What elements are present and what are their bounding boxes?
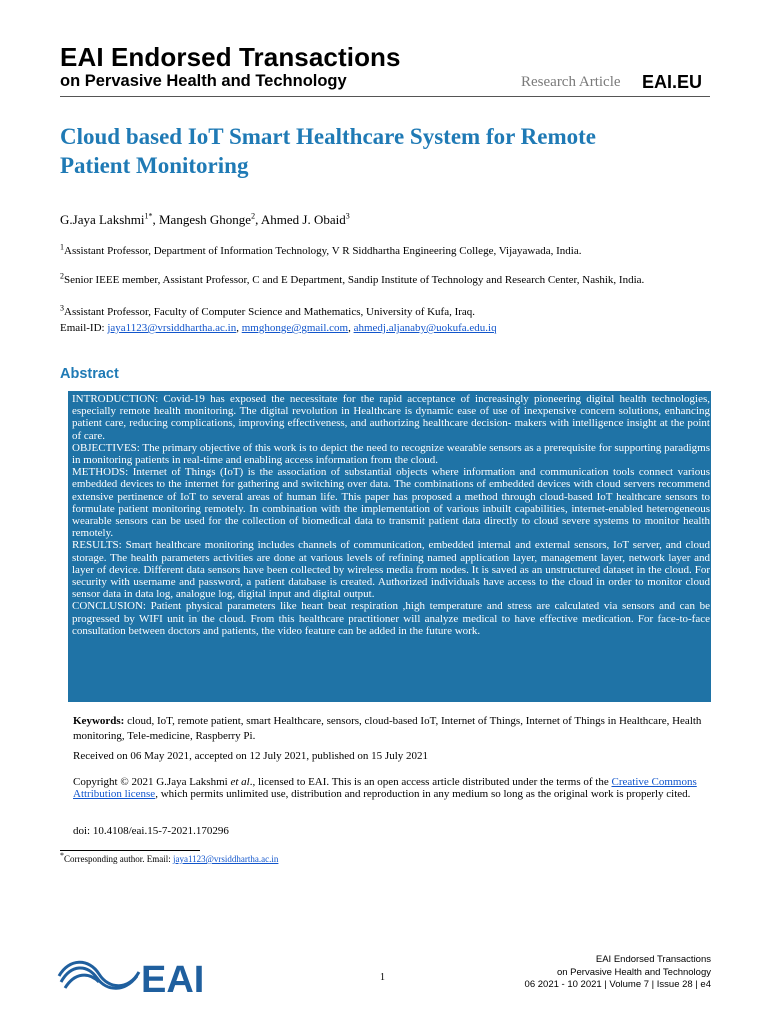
author-separator: ,: [152, 212, 159, 227]
email-separator: ,: [236, 322, 242, 334]
author-name: Mangesh Ghonge: [158, 212, 252, 227]
abstract-methods: METHODS: Internet of Things (IoT) is the association of substantial objects where information and communication tools connect various embedded devices to the internet for gathering and switching over data. The combinations of embedded devices with cloud servers recommend extensive pertinence of IoT to several areas of human life. This paper has proposed a method through cloud-based IoT healthcare sensors to formulate patient monitoring remotely. In combination with the implementation of various inbuilt capabilities, internet-enabled heterogeneous wearable sensors can be used for the collection of biomedical data to transmit patient data directly to cloud severe systems to monitor health remotely.: [72, 466, 710, 540]
author-list: [60, 212, 350, 228]
paper-title: [60, 122, 720, 180]
page-number: 1: [380, 972, 385, 983]
copyright-middle: ., licensed to EAI. This is an open access article distributed under the terms of the: [249, 776, 612, 788]
abstract-results: RESULTS: Smart healthcare monitoring includes channels of communication, embedded internal and external sensors, IoT server, and cloud storage. The health parameters activities are done at various levels of refining named application layer, management layer, network layer and layer of device. Different data sensors have been collected by wireless media from nodes. It is saved as an unstructured dataset in the cloud. For security with username and password, a patient database is created. Authorized individuals have access to the cloud in order to monitor cloud sensor data in data log, analogue log, digital input and digital output.: [72, 539, 710, 601]
paper-title-line-2: Patient Monitoring: [60, 153, 249, 178]
affiliation-1: [60, 244, 710, 259]
footer-line-2: on Pervasive Health and Technology: [556, 966, 711, 978]
copyright-etal: et al: [230, 776, 250, 788]
email-label: Email-ID:: [60, 322, 108, 334]
abstract-objectives: OBJECTIVES: The primary objective of this work is to depict the need to recognize wearable sensors as a prerequisite for supporting paradigms in monitoring patients in real-time and enabling access information from the cloud.: [72, 441, 710, 467]
abstract-heading: Abstract: [60, 366, 119, 382]
author-affiliation-mark: 2: [251, 211, 256, 221]
paper-title-line-1: Cloud based IoT Smart Healthcare System for Remote: [60, 124, 596, 149]
keywords-text: cloud, IoT, remote patient, smart Healthcare, sensors, cloud-based IoT, Internet of Things, Internet of Things in Healthcare, Health monitoring, Tele-medicine, Raspberry Pi.: [73, 715, 702, 742]
abstract-body: [72, 393, 710, 637]
footnote-mark: *: [60, 851, 64, 860]
eai-logo-text: EAI: [141, 959, 205, 998]
publisher-mark[interactable]: EAI.EU: [642, 72, 703, 92]
footnote-divider: [60, 850, 200, 851]
journal-subtitle: on Pervasive Health and Technology: [60, 72, 347, 90]
author-name: G.Jaya Lakshmi: [60, 212, 145, 227]
keywords-label: Keywords:: [73, 715, 125, 727]
license-link[interactable]: Creative Commons Attribution license: [73, 776, 697, 800]
email-link[interactable]: ahmedj.aljanaby@uokufa.edu.iq: [353, 322, 497, 334]
abstract-conclusion: CONCLUSION: Patient physical parameters like heart beat respiration ,high temperature and stress are calculated via sensors and can be progressed by WIFI unit in the cloud. From this healthcare practitioner will analyze medical to have effective medication. For face-to-face consultation between doctors and patients, the video feature can be added in the future work.: [72, 600, 710, 637]
affiliation-mark: 3: [60, 303, 64, 313]
affiliation-mark: 1: [60, 242, 64, 252]
abstract-introduction: INTRODUCTION: Covid-19 has exposed the necessitate for the rapid acceptance of increasingly pioneering digital health technologies, especially remote health monitoring. The digital revolution in Healthcare is dynamic ease of use of inexpensive concern solutions, enhancing patient care, reducing complications, improving effectiveness, and authorizing healthcare decision- makers with intelligence insight at the point of care.: [72, 393, 710, 442]
journal-title: EAI Endorsed Transactions: [60, 42, 401, 72]
author-separator: ,: [255, 212, 261, 227]
doi: doi: 10.4108/eai.15-7-2021.170296: [73, 825, 229, 837]
copyright-notice: [73, 776, 710, 800]
footnote-label: Corresponding author. Email:: [64, 854, 173, 864]
email-line: [60, 321, 710, 336]
email-separator: ,: [348, 322, 354, 334]
corresponding-author-footnote: [60, 851, 279, 864]
header-divider: [60, 96, 710, 97]
affiliation-text: Assistant Professor, Department of Information Technology, V R Siddhartha Engineering College, Vijayawada, India.: [64, 245, 582, 257]
email-link[interactable]: jaya1123@vrsiddhartha.ac.in: [107, 322, 237, 334]
article-type-label: Research Article: [521, 74, 621, 90]
copyright-suffix: , which permits unlimited use, distribution and reproduction in any medium so long as the original work is properly cited.: [155, 788, 691, 800]
footnote-email-link[interactable]: jaya1123@vrsiddhartha.ac.in: [172, 854, 279, 864]
author-affiliation-mark: 3: [345, 211, 350, 221]
affiliation-text: Assistant Professor, Faculty of Computer Science and Mathematics, University of Kufa, Iraq.: [64, 306, 476, 318]
eai-logo-swirl-icon: [59, 962, 139, 988]
author-name: Ahmed J. Obaid: [260, 212, 346, 227]
received-dates: Received on 06 May 2021, accepted on 12 July 2021, published on 15 July 2021: [73, 750, 429, 762]
footer-journal-info: [525, 954, 711, 992]
affiliation-text: Senior IEEE member, Assistant Professor, C and E Department, Sandip Institute of Technology and Research Center, Nashik, India.: [64, 274, 645, 286]
email-link[interactable]: mmghonge@gmail.com: [241, 322, 349, 334]
affiliation-2: [60, 273, 710, 288]
eai-logo: [55, 950, 215, 998]
footer-line-1: EAI Endorsed Transactions: [595, 954, 711, 965]
affiliation-3: [60, 305, 710, 320]
footer-line-3: 06 2021 - 10 2021 | Volume 7 | Issue 28 | e4: [524, 979, 711, 990]
author-affiliation-mark: 1*: [144, 211, 153, 221]
affiliation-mark: 2: [60, 271, 64, 281]
keywords: [73, 714, 710, 743]
copyright-prefix: Copyright © 2021 G.Jaya Lakshmi: [73, 776, 231, 788]
